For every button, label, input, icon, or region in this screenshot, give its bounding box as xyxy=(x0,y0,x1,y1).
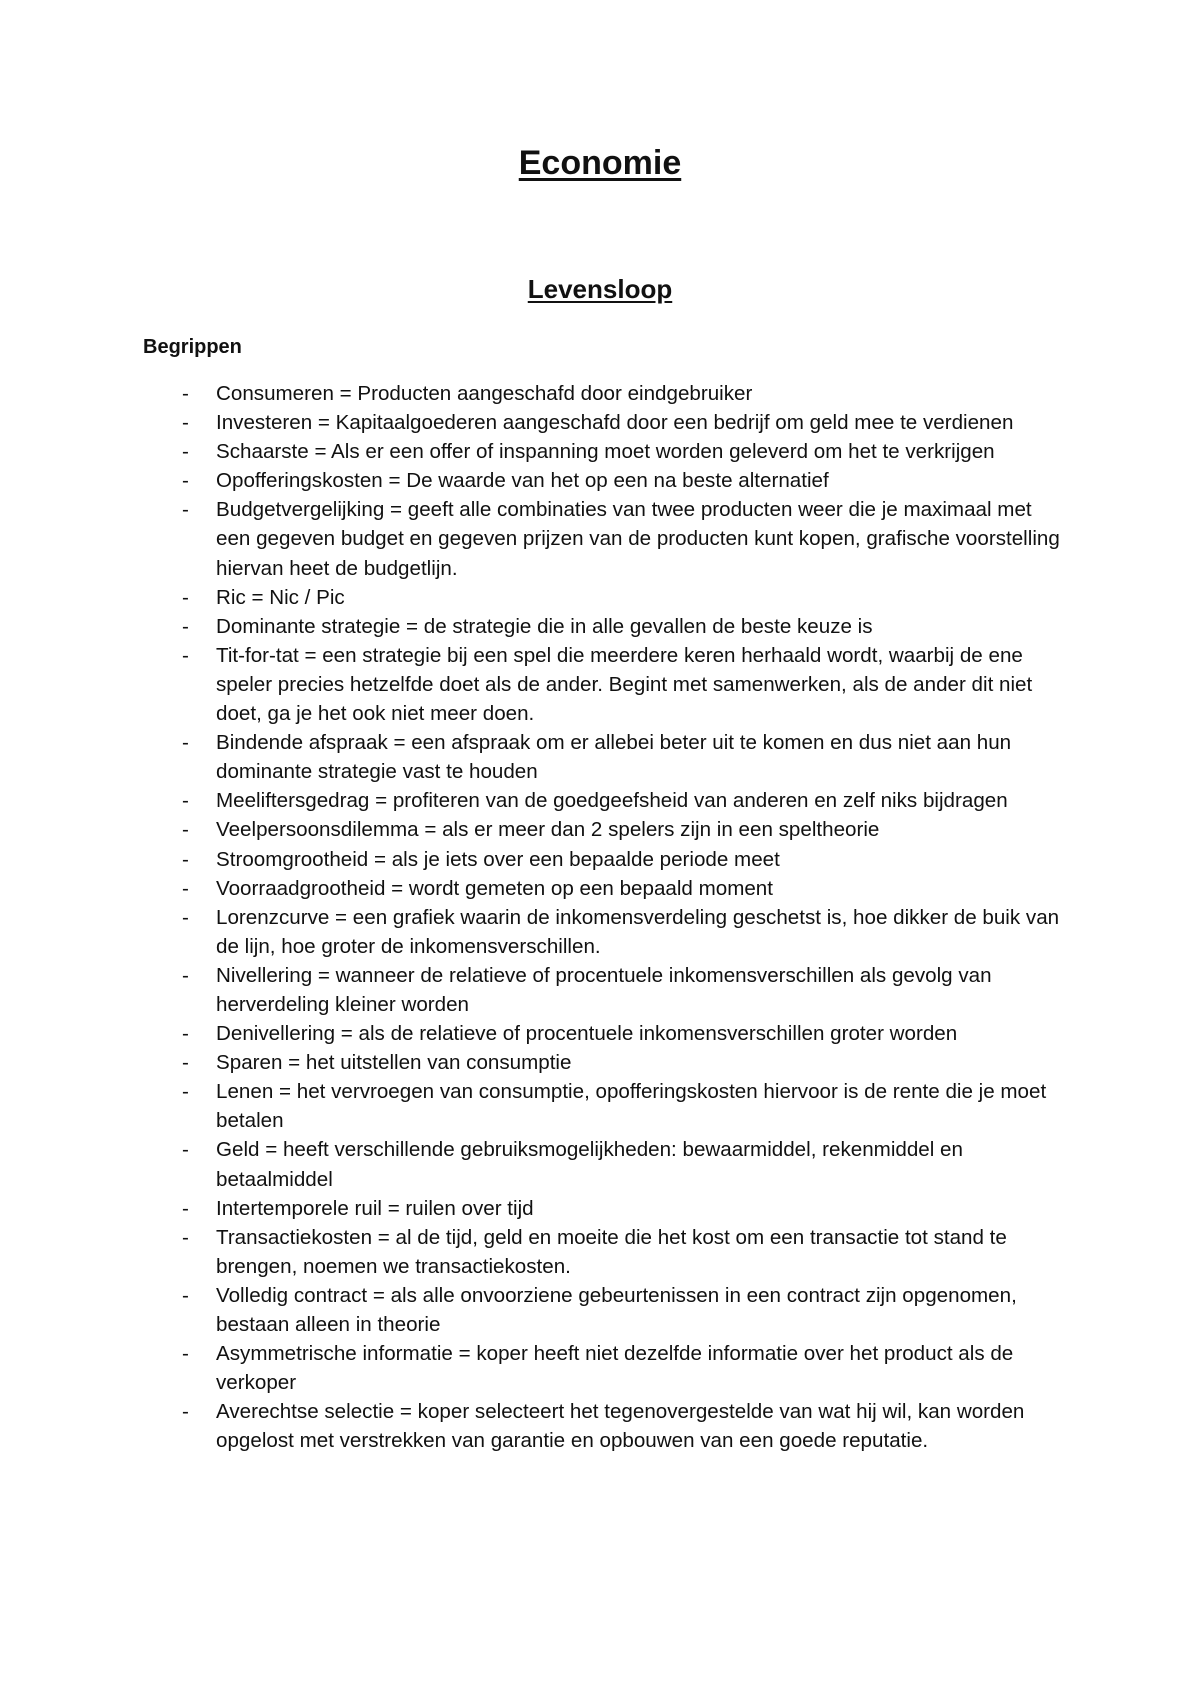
bullet-dash: - xyxy=(182,876,189,900)
term-text: Asymmetrische informatie = koper heeft niet dezelfde informatie over het product als de verkoper xyxy=(216,1342,1014,1395)
term-list xyxy=(0,379,1200,1455)
bullet-dash: - xyxy=(182,498,189,522)
term-text: Lorenzcurve = een grafiek waarin de inkomensverdeling geschetst is, hoe dikker de buik van de lijn, hoe groter de inkomensverschillen. xyxy=(216,905,1060,958)
bullet-dash: - xyxy=(182,847,189,871)
term-text: Intertemporele ruil = ruilen over tijd xyxy=(216,1196,534,1220)
term-item xyxy=(0,612,1200,641)
term-text: Consumeren = Producten aangeschafd door eindgebruiker xyxy=(216,382,753,405)
section-title: Levensloop xyxy=(527,274,673,304)
term-text: Bindende afspraak = een afspraak om er allebei beter uit te komen en dus niet aan hun dominante strategie vast te houden xyxy=(216,731,1012,784)
bullet-dash: - xyxy=(182,963,189,987)
bullet-dash: - xyxy=(182,411,189,435)
term-item xyxy=(0,903,1200,961)
term-text: Veelpersoonsdilemma = als er meer dan 2 spelers zijn in een speltheorie xyxy=(216,818,880,842)
bullet-dash: - xyxy=(182,382,189,405)
term-item xyxy=(0,1281,1200,1339)
bullet-dash: - xyxy=(182,1283,189,1307)
term-item xyxy=(0,961,1200,1019)
term-item xyxy=(0,437,1200,466)
term-text: Investeren = Kapitaalgoederen aangeschafd door een bedrijf om geld mee te verdienen xyxy=(216,411,1014,435)
term-item xyxy=(0,495,1200,582)
bullet-dash: - xyxy=(182,905,189,929)
term-item xyxy=(0,1339,1200,1397)
bullet-dash: - xyxy=(182,614,189,638)
term-item xyxy=(0,379,1200,408)
term-text: Sparen = het uitstellen van consumptie xyxy=(216,1051,572,1075)
term-text: Denivellering = als de relatieve of procentuele inkomensverschillen groter worden xyxy=(216,1022,958,1046)
term-item xyxy=(0,466,1200,495)
term-text: Geld = heeft verschillende gebruiksmogelijkheden: bewaarmiddel, rekenmiddel en betaalmiddel xyxy=(216,1138,963,1191)
term-text: Opofferingskosten = De waarde van het op een na beste alternatief xyxy=(216,469,829,493)
term-item xyxy=(0,815,1200,844)
document-title: Economie xyxy=(518,144,682,182)
bullet-dash: - xyxy=(182,1080,189,1104)
bullet-dash: - xyxy=(182,731,189,755)
bullet-dash: - xyxy=(182,1196,189,1220)
term-item xyxy=(0,583,1200,612)
term-text: Stroomgrootheid = als je iets over een bepaalde periode meet xyxy=(216,847,780,871)
bullet-dash: - xyxy=(182,585,189,609)
term-text: Volledig contract = als alle onvoorziene gebeurtenissen in een contract zijn opgenomen, bestaan alleen in theorie xyxy=(216,1283,1017,1336)
term-item xyxy=(0,728,1200,786)
term-text: Tit-for-tat = een strategie bij een spel die meerdere keren herhaald wordt, waarbij de ene speler precies hetzelfde doet als de ander. Begint met samenwerken, als de ander dit niet doet, ga je het ook niet meer doen. xyxy=(216,643,1033,726)
term-item xyxy=(0,1077,1200,1135)
bullet-dash: - xyxy=(182,1225,189,1249)
bullet-dash: - xyxy=(182,789,189,813)
bullet-dash: - xyxy=(182,1051,189,1075)
term-text: Budgetvergelijking = geeft alle combinaties van twee producten weer die je maximaal met een gegeven budget en gegeven prijzen van de producten kunt kopen, grafische voorstelling hiervan heet de budgetlijn. xyxy=(216,498,1060,580)
bullet-dash: - xyxy=(182,1342,189,1366)
term-item xyxy=(0,1135,1200,1193)
bullet-dash: - xyxy=(182,440,189,464)
term-item xyxy=(0,641,1200,728)
term-item xyxy=(0,1019,1200,1048)
term-text: Nivellering = wanneer de relatieve of procentuele inkomensverschillen als gevolg van herverdeling kleiner worden xyxy=(216,963,992,1016)
subheading-begrippen: Begrippen xyxy=(143,336,242,358)
term-item xyxy=(0,786,1200,815)
bullet-dash: - xyxy=(182,643,189,667)
term-text: Lenen = het vervroegen van consumptie, opofferingskosten hiervoor is de rente die je moet betalen xyxy=(216,1080,1047,1133)
term-text: Dominante strategie = de strategie die in alle gevallen de beste keuze is xyxy=(216,614,873,638)
term-item xyxy=(0,408,1200,437)
bullet-dash: - xyxy=(182,1400,189,1424)
term-text: Averechtse selectie = koper selecteert het tegenovergestelde van wat hij wil, kan worden opgelost met verstrekken van garantie en opbouwen van een goede reputatie. xyxy=(216,1400,1025,1453)
bullet-dash: - xyxy=(182,1022,189,1046)
term-item xyxy=(0,845,1200,874)
term-item xyxy=(0,1194,1200,1223)
term-item xyxy=(0,1048,1200,1077)
term-item xyxy=(0,1397,1200,1455)
term-text: Transactiekosten = al de tijd, geld en moeite die het kost om een transactie tot stand te brengen, noemen we transactiekosten. xyxy=(216,1225,1007,1278)
term-text: Voorraadgrootheid = wordt gemeten op een bepaald moment xyxy=(216,876,773,900)
bullet-dash: - xyxy=(182,469,189,493)
term-item xyxy=(0,874,1200,903)
term-text: Ric = Nic / Pic xyxy=(216,585,345,609)
term-item xyxy=(0,1223,1200,1281)
bullet-dash: - xyxy=(182,1138,189,1162)
term-text: Meeliftersgedrag = profiteren van de goedgeefsheid van anderen en zelf niks bijdragen xyxy=(216,789,1008,813)
term-text: Schaarste = Als er een offer of inspanning moet worden geleverd om het te verkrijgen xyxy=(216,440,995,464)
bullet-dash: - xyxy=(182,818,189,842)
